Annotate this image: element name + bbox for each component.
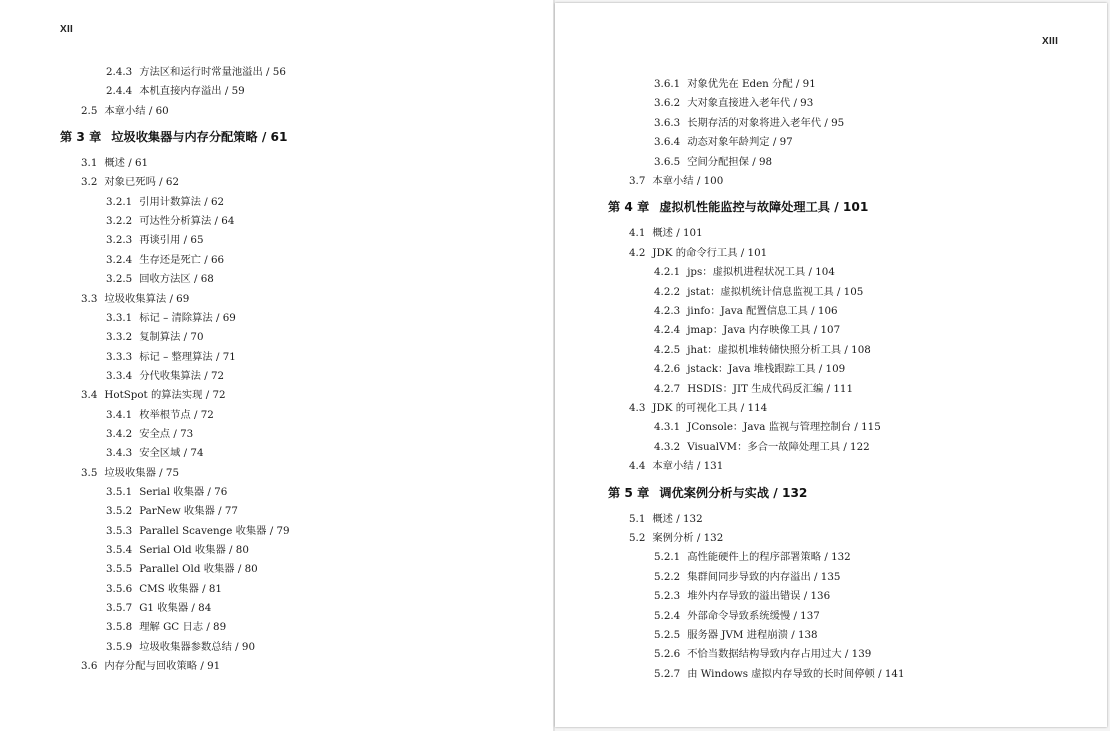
toc-entry-title: Serial 收集器 / 76 bbox=[139, 486, 228, 498]
toc-entry-title: jmap：Java 内存映像工具 / 107 bbox=[687, 324, 841, 337]
toc-entry-title: CMS 收集器 / 81 bbox=[139, 582, 222, 595]
toc-entry-title: 虚拟机性能监控与故障处理工具 / 101 bbox=[659, 200, 869, 215]
toc-entry-title: 本机直接内存溢出 / 59 bbox=[139, 85, 245, 98]
toc-entry-title: 垃圾收集算法 / 69 bbox=[104, 292, 190, 305]
toc-subsection bbox=[106, 504, 238, 518]
right-page bbox=[555, 3, 1107, 727]
toc-entry-number: 5.2.3 bbox=[654, 590, 681, 603]
toc-entry-title: 再谈引用 / 65 bbox=[139, 234, 204, 247]
toc-entry-title: 回收方法区 / 68 bbox=[139, 273, 214, 286]
toc-subsection bbox=[654, 628, 818, 642]
toc-entry-number: 3.5.2 bbox=[106, 505, 133, 518]
toc-entry-number: 4.1 bbox=[629, 227, 646, 240]
toc-subsection bbox=[654, 135, 793, 149]
toc-entry-title: 内存分配与回收策略 / 91 bbox=[104, 660, 221, 673]
toc-section bbox=[629, 226, 703, 240]
toc-entry-title: VisualVM：多合一故障处理工具 / 122 bbox=[687, 440, 870, 453]
toc-entry-title: G1 收集器 / 84 bbox=[139, 602, 212, 615]
toc-subsection bbox=[654, 589, 830, 603]
toc-entry-number: 3.5.4 bbox=[106, 544, 133, 557]
toc-entry-number: 4.2.5 bbox=[654, 343, 681, 356]
toc-subsection bbox=[106, 446, 204, 460]
toc-entry-number: 3.5.6 bbox=[106, 582, 133, 595]
toc-section bbox=[81, 156, 148, 170]
toc-entry-number: 3.7 bbox=[629, 175, 646, 187]
toc-entry-number: 4.2.4 bbox=[654, 324, 681, 337]
toc-subsection bbox=[654, 77, 816, 91]
toc-entry-number: 3.6.3 bbox=[654, 116, 681, 129]
toc-entry-title: 由 Windows 虚拟内存导致的长时间停顿 / 141 bbox=[687, 667, 905, 680]
toc-entry-title: 概述 / 101 bbox=[652, 227, 703, 240]
toc-entry-title: 概述 / 132 bbox=[652, 512, 703, 525]
toc-subsection bbox=[654, 647, 871, 661]
toc-entry-number: 4.2.1 bbox=[654, 266, 681, 279]
toc-entry-title: 引用计数算法 / 62 bbox=[139, 195, 225, 208]
toc-subsection bbox=[654, 440, 870, 454]
toc-entry-number: 4.2.3 bbox=[654, 305, 681, 317]
toc-entry-title: JConsole：Java 监视与管理控制台 / 115 bbox=[687, 421, 881, 434]
toc-subsection bbox=[106, 253, 224, 267]
toc-entry-number: 5.2.6 bbox=[654, 648, 681, 661]
toc-subsection bbox=[106, 408, 214, 422]
toc-entry-number: 5.2.4 bbox=[654, 609, 681, 622]
toc-entry-title: 大对象直接进入老年代 / 93 bbox=[687, 97, 814, 110]
toc-entry-title: 服务器 JVM 进程崩溃 / 138 bbox=[687, 629, 818, 641]
toc-subsection bbox=[106, 369, 224, 383]
toc-entry-title: 概述 / 61 bbox=[104, 157, 149, 170]
toc-entry-number: 5.2 bbox=[629, 532, 646, 544]
toc-entry-title: 复制算法 / 70 bbox=[139, 331, 204, 344]
toc-entry-number: 4.2 bbox=[629, 246, 646, 259]
toc-entry-number: 5.2.1 bbox=[654, 551, 681, 564]
toc-entry-number: 5.2.5 bbox=[654, 629, 681, 641]
toc-entry-number: 4.2.2 bbox=[654, 285, 681, 298]
toc-entry-number: 5.2.7 bbox=[654, 667, 681, 680]
toc-section bbox=[629, 401, 767, 415]
toc-entry-number: 3.4.1 bbox=[106, 408, 133, 421]
toc-subsection bbox=[106, 233, 204, 247]
toc-entry-title: JDK 的可视化工具 / 114 bbox=[652, 402, 768, 414]
toc-entry-title: 本章小结 / 131 bbox=[652, 460, 724, 473]
toc-entry-title: 动态对象年龄判定 / 97 bbox=[687, 136, 793, 149]
toc-entry-title: 安全区域 / 74 bbox=[139, 447, 204, 460]
toc-entry-title: 堆外内存导致的溢出错误 / 136 bbox=[687, 590, 831, 603]
toc-section bbox=[81, 175, 179, 189]
toc-entry-number: 3.5.1 bbox=[106, 486, 133, 498]
toc-entry-title: 对象优先在 Eden 分配 / 91 bbox=[687, 78, 816, 90]
toc-entry-number: 2.4.3 bbox=[106, 66, 133, 78]
toc-entry-title: 高性能硬件上的程序部署策略 / 132 bbox=[687, 551, 851, 564]
toc-entry-title: 本章小结 / 100 bbox=[652, 175, 724, 187]
toc-entry-title: HotSpot 的算法实现 / 72 bbox=[104, 389, 226, 402]
toc-subsection bbox=[106, 543, 249, 557]
toc-subsection bbox=[106, 272, 214, 286]
toc-entry-title: jstack：Java 堆栈跟踪工具 / 109 bbox=[687, 363, 846, 376]
toc-entry-title: JDK 的命令行工具 / 101 bbox=[652, 246, 768, 259]
toc-entry-title: 垃圾收集器参数总结 / 90 bbox=[139, 640, 255, 653]
toc-chapter bbox=[60, 130, 288, 144]
toc-entry-number: 3.6.4 bbox=[654, 136, 681, 149]
toc-section bbox=[629, 246, 767, 260]
toc-entry-title: 本章小结 / 60 bbox=[104, 104, 169, 117]
toc-entry-number: 3.4 bbox=[81, 389, 98, 402]
toc-subsection bbox=[654, 550, 851, 564]
toc-entry-title: 生存还是死亡 / 66 bbox=[139, 253, 225, 266]
toc-entry-title: Parallel Old 收集器 / 80 bbox=[139, 563, 258, 576]
toc-entry-number: 4.2.6 bbox=[654, 363, 681, 376]
toc-entry-number: 3.2.5 bbox=[106, 273, 133, 286]
toc-entry-number: 3.2 bbox=[81, 176, 98, 189]
toc-entry-title: ParNew 收集器 / 77 bbox=[139, 505, 238, 518]
toc-entry-title: 不恰当数据结构导致内存占用过大 / 139 bbox=[687, 648, 872, 661]
toc-entry-title: Parallel Scavenge 收集器 / 79 bbox=[139, 524, 290, 537]
toc-entry-number: 3.3.2 bbox=[106, 331, 133, 344]
toc-entry-number: 5.2.2 bbox=[654, 570, 681, 583]
toc-section bbox=[81, 104, 169, 118]
toc-entry-title: jps：虚拟机进程状况工具 / 104 bbox=[687, 266, 835, 279]
toc-entry-title: 调优案例分析与实战 / 132 bbox=[659, 485, 808, 500]
toc-entry-number: 第 5 章 bbox=[608, 485, 650, 500]
toc-section bbox=[81, 659, 220, 673]
toc-subsection bbox=[654, 609, 820, 623]
toc-section bbox=[629, 174, 723, 188]
toc-subsection bbox=[106, 84, 245, 98]
toc-entry-number: 4.3.2 bbox=[654, 440, 681, 453]
toc-subsection bbox=[106, 601, 211, 615]
toc-entry-title: 垃圾收集器与内存分配策略 / 61 bbox=[111, 130, 288, 145]
toc-entry-title: 标记 – 清除算法 / 69 bbox=[139, 311, 236, 324]
toc-subsection bbox=[106, 311, 236, 325]
toc-entry-number: 3.6.1 bbox=[654, 78, 681, 90]
toc-entry-number: 3.4.2 bbox=[106, 427, 133, 440]
toc-entry-title: 方法区和运行时常量池溢出 / 56 bbox=[139, 66, 286, 78]
toc-entry-title: 可达性分析算法 / 64 bbox=[139, 215, 235, 228]
toc-entry-number: 3.2.2 bbox=[106, 215, 133, 228]
toc-entry-number: 3.5.7 bbox=[106, 602, 133, 615]
toc-entry-number: 3.4.3 bbox=[106, 447, 133, 460]
toc-subsection bbox=[106, 330, 204, 344]
toc-subsection bbox=[654, 265, 835, 279]
toc-entry-title: 长期存活的对象将进入老年代 / 95 bbox=[687, 116, 845, 129]
toc-subsection bbox=[654, 420, 881, 434]
page-number: XIII bbox=[1042, 36, 1059, 47]
toc-chapter bbox=[608, 200, 868, 214]
toc-subsection bbox=[654, 116, 844, 130]
toc-entry-number: 3.5.8 bbox=[106, 621, 133, 634]
toc-entry-number: 3.6 bbox=[81, 660, 98, 673]
toc-subsection bbox=[654, 667, 905, 681]
toc-entry-number: 3.3.3 bbox=[106, 350, 133, 363]
toc-subsection bbox=[654, 362, 845, 376]
toc-entry-number: 3.5.9 bbox=[106, 640, 133, 653]
toc-subsection bbox=[106, 640, 255, 654]
toc-section bbox=[81, 466, 179, 480]
toc-entry-number: 3.3.1 bbox=[106, 311, 133, 324]
toc-entry-title: 空间分配担保 / 98 bbox=[687, 155, 773, 168]
toc-entry-number: 4.2.7 bbox=[654, 382, 681, 395]
toc-entry-number: 3.6.5 bbox=[654, 155, 681, 168]
toc-chapter bbox=[608, 486, 807, 500]
toc-entry-title: 集群间同步导致的内存溢出 / 135 bbox=[687, 570, 841, 583]
toc-subsection bbox=[106, 582, 222, 596]
toc-entry-number: 3.5.5 bbox=[106, 563, 133, 576]
toc-subsection bbox=[106, 485, 227, 499]
toc-entry-title: 枚举根节点 / 72 bbox=[139, 408, 214, 421]
toc-subsection bbox=[654, 343, 871, 357]
toc-entry-number: 3.6.2 bbox=[654, 97, 681, 110]
toc-entry-number: 2.5 bbox=[81, 104, 98, 117]
toc-entry-number: 3.5.3 bbox=[106, 524, 133, 537]
toc-entry-number: 3.3 bbox=[81, 292, 98, 305]
toc-entry-title: Serial Old 收集器 / 80 bbox=[139, 544, 249, 557]
toc-section bbox=[629, 512, 703, 526]
toc-subsection bbox=[654, 304, 838, 318]
toc-subsection bbox=[106, 620, 226, 634]
toc-entry-number: 4.3.1 bbox=[654, 421, 681, 434]
toc-entry-number: 第 4 章 bbox=[608, 200, 650, 215]
toc-subsection bbox=[654, 323, 840, 337]
toc-subsection bbox=[654, 570, 840, 584]
page-number: XII bbox=[60, 24, 74, 35]
toc-subsection bbox=[654, 382, 853, 396]
toc-subsection bbox=[654, 155, 772, 169]
toc-entry-title: 垃圾收集器 / 75 bbox=[104, 466, 179, 479]
toc-subsection bbox=[106, 524, 290, 538]
toc-section bbox=[81, 388, 226, 402]
toc-section bbox=[81, 292, 189, 306]
toc-subsection bbox=[654, 285, 863, 299]
toc-subsection bbox=[106, 214, 234, 228]
toc-subsection bbox=[654, 96, 813, 110]
toc-entry-title: HSDIS：JIT 生成代码反汇编 / 111 bbox=[687, 382, 853, 395]
left-page bbox=[0, 0, 554, 731]
toc-entry-number: 3.1 bbox=[81, 157, 98, 170]
toc-entry-title: 对象已死吗 / 62 bbox=[104, 176, 179, 189]
toc-entry-number: 第 3 章 bbox=[60, 130, 102, 145]
toc-entry-title: jhat：虚拟机堆转储快照分析工具 / 108 bbox=[687, 343, 871, 356]
toc-subsection bbox=[106, 427, 193, 441]
toc-entry-number: 3.3.4 bbox=[106, 369, 133, 382]
toc-entry-title: 安全点 / 73 bbox=[139, 427, 194, 440]
toc-section bbox=[629, 531, 723, 545]
toc-entry-title: 分代收集算法 / 72 bbox=[139, 369, 225, 382]
toc-entry-title: 理解 GC 日志 / 89 bbox=[139, 621, 227, 634]
toc-entry-number: 3.2.1 bbox=[106, 195, 133, 208]
toc-entry-title: 外部命令导致系统缓慢 / 137 bbox=[687, 609, 820, 622]
toc-entry-title: jinfo：Java 配置信息工具 / 106 bbox=[687, 305, 838, 317]
toc-entry-number: 3.2.4 bbox=[106, 253, 133, 266]
toc-entry-title: 案例分析 / 132 bbox=[652, 532, 724, 544]
toc-entry-title: 标记 – 整理算法 / 71 bbox=[139, 350, 236, 363]
toc-entry-number: 5.1 bbox=[629, 512, 646, 525]
toc-entry-number: 4.3 bbox=[629, 402, 646, 414]
toc-entry-number: 3.5 bbox=[81, 466, 98, 479]
toc-entry-title: jstat：虚拟机统计信息监视工具 / 105 bbox=[687, 285, 864, 298]
toc-section bbox=[629, 459, 723, 473]
toc-entry-number: 2.4.4 bbox=[106, 85, 133, 98]
toc-subsection bbox=[106, 562, 258, 576]
toc-entry-number: 4.4 bbox=[629, 460, 646, 473]
toc-subsection bbox=[106, 65, 286, 79]
toc-subsection bbox=[106, 350, 236, 364]
toc-subsection bbox=[106, 195, 224, 209]
toc-entry-number: 3.2.3 bbox=[106, 234, 133, 247]
